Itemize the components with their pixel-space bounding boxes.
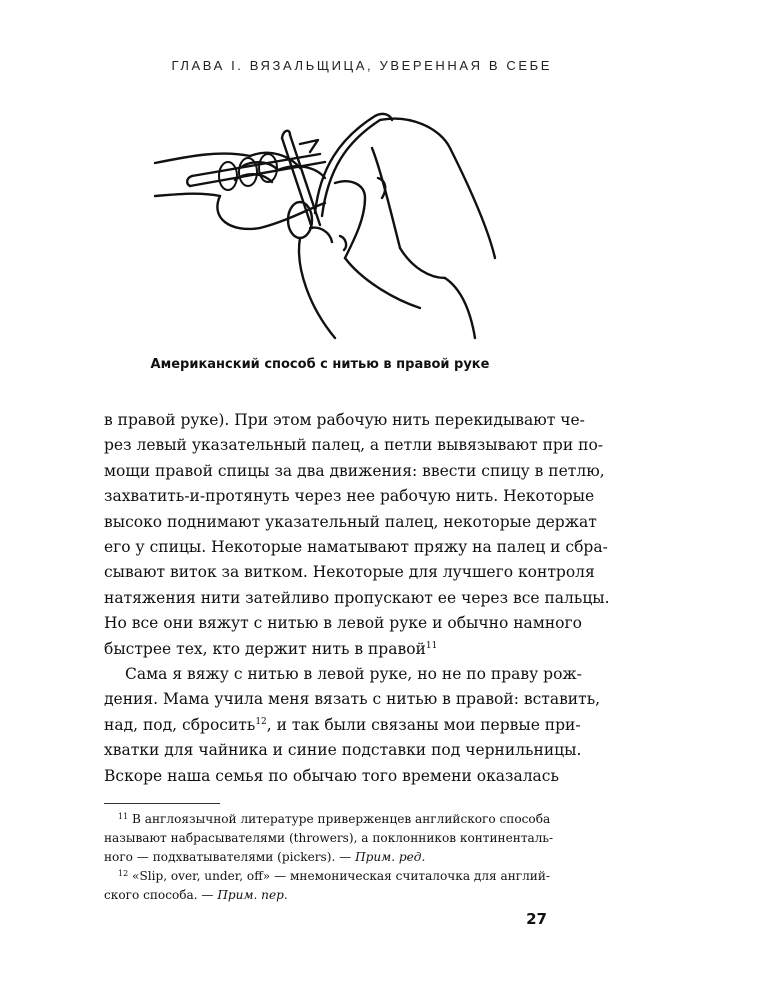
footnote-12-line: [104, 886, 546, 905]
footnote-divider: [104, 803, 220, 804]
page-number: 27: [526, 910, 547, 928]
text-fragment: , и так были связаны мои первые при-: [266, 715, 581, 734]
footnote-12-line: [104, 867, 550, 886]
text-line: [104, 637, 546, 662]
text-line: сывают виток за витком. Некоторые для лучшего контроля: [104, 563, 595, 582]
footnotes: [104, 810, 554, 905]
text-fragment: ного — подхватывателями (pickers). —: [104, 850, 356, 864]
footnote-number: 11: [118, 812, 129, 821]
footnote-ref-11[interactable]: 11: [425, 640, 438, 651]
footnote-11-line: называют набрасывателями (throwers), а поклонников континенталь-: [104, 831, 554, 845]
figure-caption: Американский способ с нитью в правой руке: [150, 357, 490, 372]
text-fragment: быстрее тех, кто держит нить в правой: [104, 639, 426, 658]
footnote-11-line: [104, 848, 546, 867]
text-line: в правой руке). При этом рабочую нить перекидывают че-: [104, 411, 585, 429]
footnote-number: 12: [118, 869, 129, 878]
footnote-ref-12[interactable]: 12: [255, 716, 267, 727]
text-line: дения. Мама учила меня вязать с нитью в правой: вставить,: [104, 690, 601, 709]
text-line: хватки для чайника и синие подставки под чернильницы.: [104, 741, 582, 760]
footnote-11-line: [104, 810, 551, 829]
footnote-source: Прим. пер.: [217, 888, 288, 902]
text-fragment: «Slip, over, under, off» — мнемоническая считалочка для англий-: [132, 869, 550, 883]
text-fragment: ского способа. —: [104, 888, 218, 902]
text-line: Но все они вяжут с нитью в левой руке и обычно намного: [104, 614, 582, 633]
text-line: Вскоре наша семья по обычаю того времени оказалась: [104, 766, 559, 785]
text-fragment: над, под, сбросить: [104, 715, 256, 734]
running-head: ГЛАВА I. ВЯЗАЛЬЩИЦА, УВЕРЕННАЯ В СЕБЕ: [171, 58, 552, 73]
text-line: натяжения нити затейливо пропускают ее через все пальцы.: [104, 588, 610, 607]
yarn-icon: [315, 114, 392, 216]
text-line: Сама я вяжу с нитью в левой руке, но не по праву рож-: [125, 665, 582, 684]
text-line: захватить-и-протянуть через нее рабочую нить. Некоторые: [104, 487, 595, 506]
text-line: [104, 713, 581, 738]
text-fragment: В англоязычной литературе приверженцев английского способа: [132, 812, 551, 826]
text-line: мощи правой спицы за два движения: ввести спицу в петлю,: [104, 461, 605, 480]
footnote-source: Прим. ред.: [355, 850, 426, 864]
text-line: его у спицы. Некоторые наматывают пряжу на палец и сбра-: [104, 538, 608, 557]
hands-knitting-illustration: [150, 108, 500, 344]
text-line: рез левый указательный палец, а петли вывязывают при по-: [104, 436, 604, 455]
right-hand-icon: [288, 119, 495, 338]
text-line: высоко поднимают указательный палец, некоторые держат: [104, 512, 597, 531]
body-text: [104, 408, 610, 789]
